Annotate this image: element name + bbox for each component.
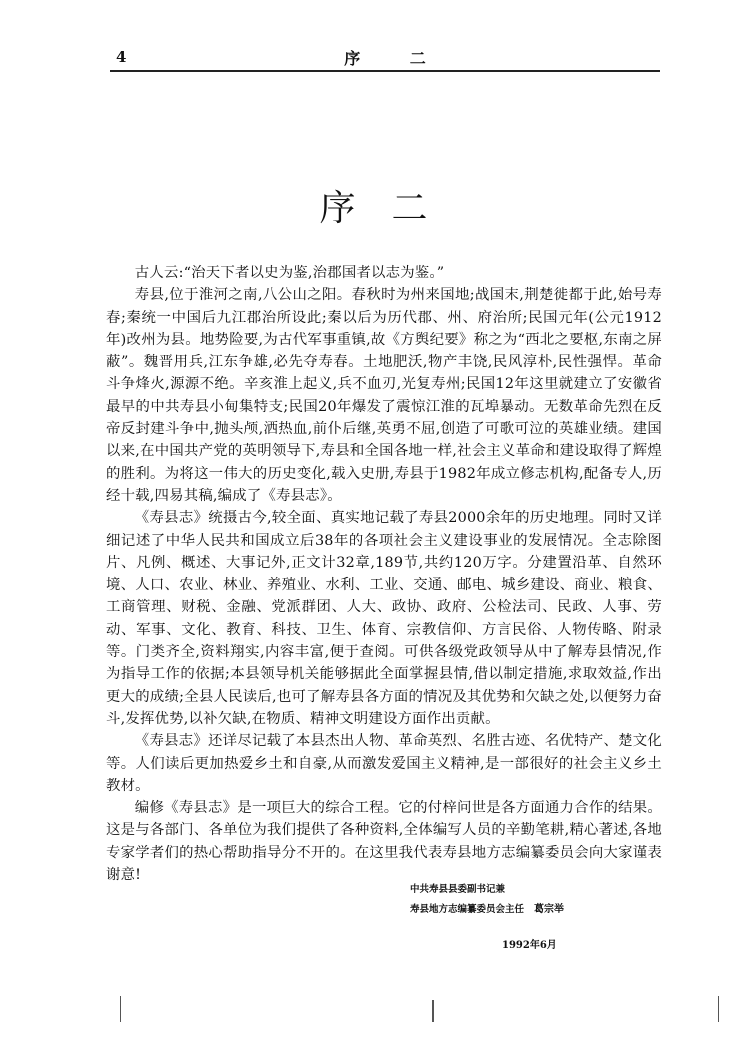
running-header-title: 序 二 <box>344 49 448 68</box>
header-rule <box>110 70 660 72</box>
signature-block <box>410 880 670 951</box>
chapter-title: 序二 <box>319 188 464 230</box>
paragraph-contents: 《寿县志》统摄古今,较全面、真实地记载了寿县2000余年的历史地理。同时又详细记述了中华人民共和国成立后38年的各项社会主义建设事业的发展情况。全志除图片、凡例、概述、大事记外,正文计32章,189节,共约120万字。分建置沿革、自然环境、人口、农业、林业、养殖业、水利、工业、交通、邮电、城乡建设、商业、粮食、工商管理、财税、金融、党派群团、人大、政协、政府、公检法司、民政、人事、劳动、军事、文化、教育、科技、卫生、体育、宗教信仰、方言民俗、人物传略、附录等。门类齐全,资料翔实,内容丰富,便于查阅。可供各级党政领导从中了解寿县情况,作为指导工作的依据;本县领导机关能够据此全面掌握县情,借以制定措施,求取效益,作出更大的成绩;全县人民读后,也可了解寿县各方面的情况及其优势和欠缺之处,以便努力奋斗,发挥优势,以补欠缺,在物质、精神文明建设方面作出贡献。 <box>106 510 662 727</box>
signature-title-1: 中共寿县县委副书记兼 <box>410 884 506 895</box>
paragraph-history: 寿县,位于淮河之南,八公山之阳。春秋时为州来国地;战国末,荆楚徙都于此,始号寿春;秦统一中国后九江郡治所设此;秦以后为历代郡、州、府治所;民国元年(公元1912年)改州为县。地势险要,为古代军事重镇,故《方舆纪要》称之为“西北之要枢,东南之屏蔽”。魏晋用兵,江东争雄,必先夺寿春。土地肥沃,物产丰饶,民风淳朴,民性强悍。革命斗争烽火,源源不绝。辛亥淮上起义,兵不血刃,光复寿州;民国12年这里就建立了安徽省最早的中共寿县小甸集特支;民国20年爆发了震惊江淮的瓦埠暴动。无数革命先烈在反帝反封建斗争中,抛头颅,洒热血,前仆后继,英勇不屈,创造了可歌可泣的英雄业绩。建国以来,在中国共产党的英明领导下,寿县和全国各地一样,社会主义革命和建设取得了辉煌的胜利。为将这一伟大的历史变化,载入史册,寿县于1982年成立修志机构,配备专人,历经十载,四易其稿,编成了《寿县志》。 <box>106 287 662 504</box>
signature-title-2: 寿县地方志编纂委员会主任 <box>410 904 525 915</box>
preface-body <box>106 262 662 886</box>
signature-title-line-2 <box>410 900 670 920</box>
paragraph-people: 《寿县志》还详尽记载了本县杰出人物、革命英烈、名胜古迹、名优特产、楚文化等。人们读后更加热爱乡土和自豪,从而激发爱国主义精神,是一部很好的社会主义乡土教材。 <box>106 733 662 794</box>
page-number: 4 <box>116 48 127 66</box>
paragraph-thanks: 编修《寿县志》是一项巨大的综合工程。它的付梓问世是各方面通力合作的结果。这是与各部门、各单位为我们提供了各种资料,全体编写人员的辛勤笔耕,精心著述,各地专家学者们的热心帮助指导分不开的。在这里我代表寿县地方志编纂委员会向大家谨表谢意! <box>106 800 662 884</box>
signature-date: 1992年6月 <box>502 940 557 951</box>
signature-name: 葛宗举 <box>534 904 565 915</box>
paragraph-quote: 古人云:“治天下者以史为鉴,治郡国者以志为鉴。” <box>134 265 445 281</box>
scan-margin-mark-center <box>432 1000 434 1022</box>
scan-margin-mark-left <box>120 996 121 1022</box>
running-header <box>110 44 660 70</box>
scan-margin-mark-right <box>718 996 719 1022</box>
